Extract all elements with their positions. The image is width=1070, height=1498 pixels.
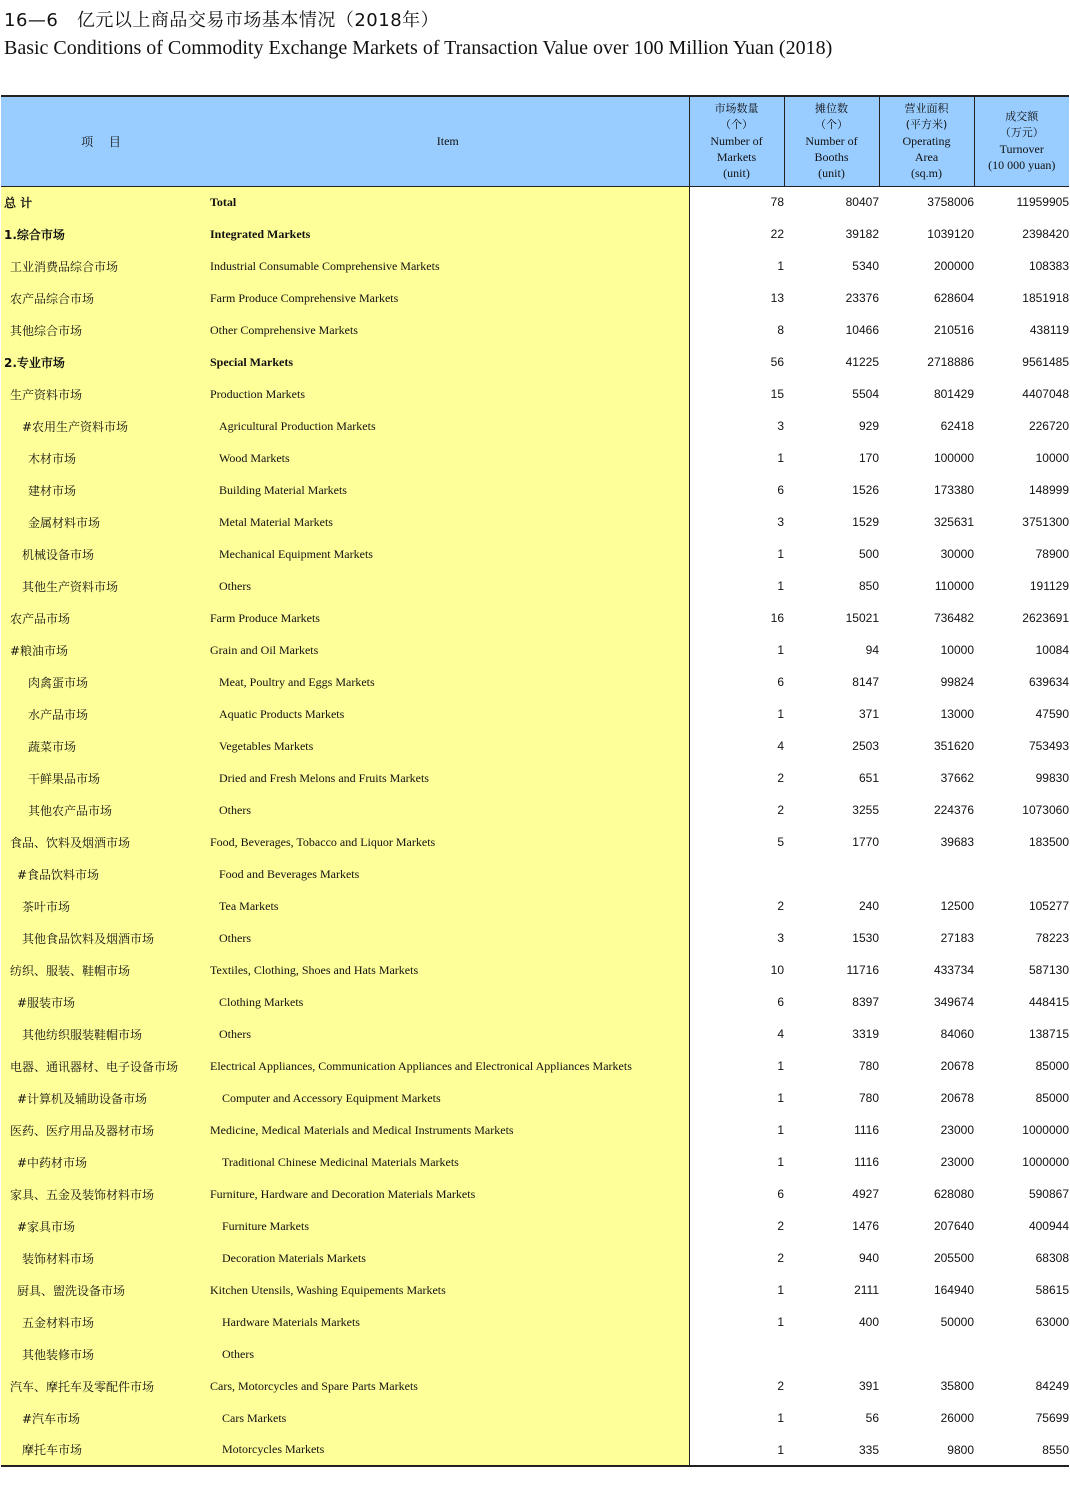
row-label-en: Food and Beverages Markets <box>207 858 689 890</box>
cell-turnover: 84249 <box>1035 1379 1069 1393</box>
row-label-en: Electrical Appliances, Communication Appliances and Electronical Appliances Markets <box>207 1050 689 1082</box>
row-label-en: Cars, Motorcycles and Spare Parts Markets <box>207 1370 689 1402</box>
page-title-cn: 16—6 亿元以上商品交易市场基本情况（2018年） <box>4 10 440 31</box>
cell-markets: 1 <box>777 1411 784 1425</box>
cell-markets: 1 <box>777 259 784 273</box>
cell-turnover: 1000000 <box>1022 1155 1069 1169</box>
cell-turnover: 108383 <box>1028 259 1069 273</box>
table-row <box>1 1370 1069 1402</box>
cell-area <box>879 858 974 890</box>
row-label-cn: #汽车市场 <box>1 1402 207 1434</box>
row-label-cn: 纺织、服装、鞋帽市场 <box>1 954 207 986</box>
table-row <box>1 986 1069 1018</box>
table-row <box>1 762 1069 794</box>
row-label-en: Metal Material Markets <box>207 506 689 538</box>
cell-markets: 4 <box>777 739 784 753</box>
table-header <box>1 96 1069 186</box>
cell-markets: 1 <box>777 1283 784 1297</box>
table-row <box>1 186 1069 218</box>
cell-turnover: 63000 <box>1035 1315 1069 1329</box>
row-label-cn: #计算机及辅助设备市场 <box>1 1082 207 1114</box>
table-body <box>1 186 1069 1466</box>
cell-markets: 6 <box>777 1187 784 1201</box>
row-label-en: Medicine, Medical Materials and Medical Instruments Markets <box>207 1114 689 1146</box>
cell-area: 224376 <box>933 803 974 817</box>
row-label-cn: #中药材市场 <box>1 1146 207 1178</box>
table-row <box>1 698 1069 730</box>
row-label-cn: 电器、通讯器材、电子设备市场 <box>1 1050 207 1082</box>
table-row <box>1 538 1069 570</box>
row-label-en: Computer and Accessory Equipment Markets <box>207 1082 689 1114</box>
cell-booths: 651 <box>858 771 879 785</box>
row-label-cn: 医药、医疗用品及器材市场 <box>1 1114 207 1146</box>
row-label-cn: 厨具、盥洗设备市场 <box>1 1274 207 1306</box>
cell-booths: 240 <box>858 899 879 913</box>
cell-area: 205500 <box>933 1251 974 1265</box>
cell-booths: 39182 <box>845 227 879 241</box>
cell-booths: 335 <box>784 1434 879 1466</box>
cell-turnover: 99830 <box>1035 771 1069 785</box>
row-label-en: Textiles, Clothing, Shoes and Hats Markets <box>207 954 689 986</box>
cell-area: 84060 <box>940 1027 974 1041</box>
cell-booths: 940 <box>858 1251 879 1265</box>
cell-area: 173380 <box>933 483 974 497</box>
row-label-en: Industrial Consumable Comprehensive Markets <box>207 250 689 282</box>
cell-booths: 500 <box>858 547 879 561</box>
table-row <box>1 730 1069 762</box>
cell-turnover: 11959905 <box>1016 195 1069 210</box>
cell-booths: 2111 <box>854 1283 879 1297</box>
cell-markets <box>689 858 784 890</box>
row-label-cn: 1.综合市场 <box>1 218 207 250</box>
cell-turnover: 183500 <box>1028 835 1069 849</box>
cell-booths: 850 <box>858 579 879 593</box>
cell-turnover: 438119 <box>1029 323 1069 337</box>
row-label-cn: #粮油市场 <box>1 634 207 666</box>
cell-booths: 371 <box>858 707 879 721</box>
cell-markets: 10 <box>770 963 784 977</box>
row-label-cn: 其他生产资料市场 <box>1 570 207 602</box>
cell-turnover: 10084 <box>1035 643 1069 657</box>
table-row <box>1 282 1069 314</box>
table-row <box>1 506 1069 538</box>
cell-turnover: 448415 <box>1028 995 1069 1009</box>
cell-area: 325631 <box>933 515 974 529</box>
table-row <box>1 1082 1069 1114</box>
row-label-cn: 五金材料市场 <box>1 1306 207 1338</box>
row-label-cn: 农产品市场 <box>1 602 207 634</box>
cell-markets: 1 <box>777 547 784 561</box>
cell-area: 110000 <box>934 579 974 593</box>
cell-area: 26000 <box>940 1411 974 1425</box>
cell-booths: 780 <box>858 1059 879 1073</box>
cell-area: 200000 <box>933 259 974 273</box>
table-row <box>1 314 1069 346</box>
row-label-en: Decoration Materials Markets <box>207 1242 689 1274</box>
cell-markets: 1 <box>777 707 784 721</box>
cell-markets: 2 <box>777 1251 784 1265</box>
table-row <box>1 954 1069 986</box>
table-row <box>1 1274 1069 1306</box>
cell-turnover: 191129 <box>1029 579 1069 593</box>
cell-booths: 170 <box>858 451 879 465</box>
row-label-cn: #食品饮料市场 <box>1 858 207 890</box>
cell-markets: 56 <box>770 355 784 369</box>
cell-turnover: 1851918 <box>1022 291 1069 305</box>
table-row <box>1 794 1069 826</box>
row-label-en: Food, Beverages, Tobacco and Liquor Markets <box>207 826 689 858</box>
table-row <box>1 666 1069 698</box>
cell-area: 37662 <box>940 771 974 785</box>
cell-turnover: 78223 <box>1035 931 1069 945</box>
row-label-cn: 其他食品饮料及烟酒市场 <box>1 922 207 954</box>
cell-turnover: 148999 <box>1028 483 1069 497</box>
cell-markets: 1 <box>777 1155 784 1169</box>
cell-markets: 13 <box>770 291 784 305</box>
cell-booths: 80407 <box>845 195 879 210</box>
cell-area: 35800 <box>940 1379 974 1393</box>
cell-turnover: 9561485 <box>1022 355 1069 369</box>
cell-turnover: 85000 <box>1035 1059 1069 1073</box>
cell-booths: 41225 <box>845 355 879 369</box>
cell-area: 30000 <box>940 547 974 561</box>
row-label-cn: 其他纺织服装鞋帽市场 <box>1 1018 207 1050</box>
header-item-cn: 项 目 <box>1 96 207 186</box>
row-label-cn: 总 计 <box>1 186 207 218</box>
table-row <box>1 1050 1069 1082</box>
cell-area: 164940 <box>933 1283 974 1297</box>
row-label-cn: #农用生产资料市场 <box>1 410 207 442</box>
cell-turnover: 400944 <box>1028 1219 1069 1233</box>
cell-turnover: 47590 <box>1035 707 1069 721</box>
cell-area: 12500 <box>940 899 974 913</box>
row-label-cn: 建材市场 <box>1 474 207 506</box>
row-label-cn: 水产品市场 <box>1 698 207 730</box>
row-label-en: Hardware Materials Markets <box>207 1306 689 1338</box>
row-label-en: Aquatic Products Markets <box>207 698 689 730</box>
header-markets: 市场数量 （个） Number of Markets (unit) <box>689 96 784 186</box>
row-label-en: Clothing Markets <box>207 986 689 1018</box>
cell-markets: 1 <box>777 1059 784 1073</box>
cell-booths: 1116 <box>854 1123 879 1137</box>
cell-booths: 8147 <box>852 675 879 689</box>
table-row <box>1 602 1069 634</box>
cell-turnover: 138715 <box>1028 1027 1069 1041</box>
cell-markets: 1 <box>777 1123 784 1137</box>
cell-booths: 3255 <box>852 803 879 817</box>
cell-booths: 1529 <box>852 515 879 529</box>
row-label-en: Motorcycles Markets <box>207 1434 689 1466</box>
row-label-en: Others <box>207 1018 689 1050</box>
cell-markets: 2 <box>777 1379 784 1393</box>
cell-markets: 1 <box>689 1434 784 1466</box>
cell-booths: 1526 <box>852 483 879 497</box>
row-label-cn: 生产资料市场 <box>1 378 207 410</box>
cell-area: 99824 <box>940 675 974 689</box>
cell-turnover: 753493 <box>1028 739 1069 753</box>
row-label-en: Cars Markets <box>207 1402 689 1434</box>
row-label-en: Others <box>207 570 689 602</box>
cell-booths: 3319 <box>852 1027 879 1041</box>
row-label-en: Others <box>207 794 689 826</box>
row-label-en: Others <box>207 922 689 954</box>
row-label-en: Other Comprehensive Markets <box>207 314 689 346</box>
row-label-en: Farm Produce Markets <box>207 602 689 634</box>
cell-booths: 929 <box>858 419 879 433</box>
row-label-cn: 其他农产品市场 <box>1 794 207 826</box>
cell-markets: 22 <box>770 227 784 241</box>
cell-turnover: 3751300 <box>1022 515 1069 529</box>
table-row <box>1 634 1069 666</box>
cell-turnover: 2623691 <box>1022 611 1069 625</box>
row-label-en: Farm Produce Comprehensive Markets <box>207 282 689 314</box>
cell-markets: 5 <box>777 835 784 849</box>
cell-area: 100000 <box>933 451 974 465</box>
cell-markets: 78 <box>770 195 784 210</box>
cell-markets: 2 <box>777 771 784 785</box>
row-label-en: Kitchen Utensils, Washing Equipements Markets <box>207 1274 689 1306</box>
row-label-en: Furniture Markets <box>207 1210 689 1242</box>
cell-turnover: 1000000 <box>1022 1123 1069 1137</box>
cell-booths: 1530 <box>852 931 879 945</box>
cell-area: 20678 <box>940 1059 974 1073</box>
cell-booths: 15021 <box>845 611 879 625</box>
row-label-en: Agricultural Production Markets <box>207 410 689 442</box>
cell-area: 1039120 <box>927 227 974 241</box>
row-label-en: Traditional Chinese Medicinal Materials Markets <box>207 1146 689 1178</box>
header-item-en: Item <box>207 96 689 186</box>
cell-area: 210516 <box>933 323 974 337</box>
cell-booths <box>784 858 879 890</box>
cell-area: 50000 <box>940 1315 974 1329</box>
row-label-en: Vegetables Markets <box>207 730 689 762</box>
cell-markets: 1 <box>777 1315 784 1329</box>
table-row <box>1 858 1069 890</box>
row-label-en: Integrated Markets <box>207 218 689 250</box>
cell-turnover: 226720 <box>1028 419 1069 433</box>
cell-turnover: 8550 <box>974 1434 1069 1466</box>
cell-turnover: 75699 <box>1035 1411 1069 1425</box>
cell-turnover: 590867 <box>1028 1187 1069 1201</box>
cell-markets: 3 <box>777 931 784 945</box>
row-label-en: Building Material Markets <box>207 474 689 506</box>
cell-markets: 1 <box>777 451 784 465</box>
row-label-cn: 食品、饮料及烟酒市场 <box>1 826 207 858</box>
row-label-cn: 木材市场 <box>1 442 207 474</box>
row-label-cn: 工业消费品综合市场 <box>1 250 207 282</box>
cell-booths: 391 <box>858 1379 879 1393</box>
cell-turnover: 2398420 <box>1022 227 1069 241</box>
row-label-cn: #家具市场 <box>1 1210 207 1242</box>
cell-area: 3758006 <box>927 195 974 210</box>
table-row <box>1 890 1069 922</box>
row-label-cn: 2.专业市场 <box>1 346 207 378</box>
row-label-en: Grain and Oil Markets <box>207 634 689 666</box>
table-row <box>1 346 1069 378</box>
cell-booths: 1116 <box>854 1155 879 1169</box>
cell-turnover: 68308 <box>1035 1251 1069 1265</box>
row-label-en: Dried and Fresh Melons and Fruits Markets <box>207 762 689 794</box>
cell-booths: 11716 <box>846 963 879 977</box>
cell-booths: 5340 <box>852 259 879 273</box>
cell-booths <box>784 1338 879 1370</box>
cell-markets: 4 <box>777 1027 784 1041</box>
cell-booths: 10466 <box>845 323 879 337</box>
row-label-en: Meat, Poultry and Eggs Markets <box>207 666 689 698</box>
row-label-en: Tea Markets <box>207 890 689 922</box>
table-row <box>1 218 1069 250</box>
row-label-cn: 装饰材料市场 <box>1 1242 207 1274</box>
table-row <box>1 442 1069 474</box>
row-label-en: Production Markets <box>207 378 689 410</box>
row-label-cn: 摩托车市场 <box>1 1434 207 1466</box>
cell-area: 736482 <box>933 611 974 625</box>
table-row <box>1 922 1069 954</box>
cell-area: 62418 <box>940 419 974 433</box>
cell-area: 207640 <box>933 1219 974 1233</box>
cell-booths: 1476 <box>852 1219 879 1233</box>
row-label-cn: 金属材料市场 <box>1 506 207 538</box>
table-row <box>1 410 1069 442</box>
row-label-cn: 家具、五金及装饰材料市场 <box>1 1178 207 1210</box>
row-label-en: Furniture, Hardware and Decoration Materials Markets <box>207 1178 689 1210</box>
row-label-en: Mechanical Equipment Markets <box>207 538 689 570</box>
table-row <box>1 826 1069 858</box>
cell-markets: 15 <box>770 387 784 401</box>
cell-turnover <box>974 858 1069 890</box>
cell-markets: 6 <box>777 995 784 1009</box>
cell-area: 39683 <box>940 835 974 849</box>
cell-turnover: 10000 <box>1035 451 1069 465</box>
cell-area: 2718886 <box>927 355 974 369</box>
header-booths: 摊位数 （个） Number of Booths (unit) <box>784 96 879 186</box>
row-label-cn: 肉禽蛋市场 <box>1 666 207 698</box>
cell-markets: 2 <box>777 803 784 817</box>
cell-booths: 780 <box>858 1091 879 1105</box>
cell-turnover: 78900 <box>1035 547 1069 561</box>
row-label-cn: 茶叶市场 <box>1 890 207 922</box>
cell-markets: 6 <box>777 483 784 497</box>
table-row <box>1 250 1069 282</box>
cell-area: 801429 <box>933 387 974 401</box>
table-row <box>1 1178 1069 1210</box>
table-row <box>1 1114 1069 1146</box>
cell-markets <box>689 1338 784 1370</box>
row-label-cn: 蔬菜市场 <box>1 730 207 762</box>
cell-markets: 16 <box>770 611 784 625</box>
cell-booths: 1770 <box>852 835 879 849</box>
table-row <box>1 570 1069 602</box>
cell-area: 433734 <box>933 963 974 977</box>
cell-area: 20678 <box>940 1091 974 1105</box>
cell-area: 628604 <box>933 291 974 305</box>
cell-area: 9800 <box>879 1434 974 1466</box>
cell-booths: 23376 <box>845 291 879 305</box>
table-row <box>1 1402 1069 1434</box>
markets-table <box>1 95 1069 1467</box>
row-label-en: Total <box>207 186 689 218</box>
cell-area: 349674 <box>933 995 974 1009</box>
cell-markets: 3 <box>777 419 784 433</box>
cell-area: 628080 <box>933 1187 974 1201</box>
row-label-cn: 汽车、摩托车及零配件市场 <box>1 1370 207 1402</box>
cell-booths: 56 <box>865 1411 879 1425</box>
table-row <box>1 1210 1069 1242</box>
cell-turnover: 58615 <box>1035 1283 1069 1297</box>
header-area: 营业面积 (平方米) Operating Area (sq.m) <box>879 96 974 186</box>
table-row <box>1 1434 1069 1466</box>
row-label-cn: 其他综合市场 <box>1 314 207 346</box>
cell-turnover <box>974 1338 1069 1370</box>
header-turnover: 成交额 （万元） Turnover (10 000 yuan) <box>974 96 1069 186</box>
cell-booths: 2503 <box>852 739 879 753</box>
table-row <box>1 1146 1069 1178</box>
cell-markets: 6 <box>777 675 784 689</box>
row-label-cn: #服装市场 <box>1 986 207 1018</box>
table-row <box>1 1242 1069 1274</box>
cell-area: 351620 <box>933 739 974 753</box>
cell-markets: 1 <box>777 643 784 657</box>
cell-booths: 94 <box>865 643 879 657</box>
row-label-cn: 农产品综合市场 <box>1 282 207 314</box>
cell-turnover: 85000 <box>1035 1091 1069 1105</box>
cell-area: 13000 <box>940 707 974 721</box>
cell-markets: 2 <box>777 1219 784 1233</box>
cell-booths: 400 <box>858 1315 879 1329</box>
cell-markets: 1 <box>777 1091 784 1105</box>
row-label-cn: 干鲜果品市场 <box>1 762 207 794</box>
cell-markets: 3 <box>777 515 784 529</box>
cell-turnover: 105277 <box>1028 899 1069 913</box>
table-row <box>1 474 1069 506</box>
row-label-en: Wood Markets <box>207 442 689 474</box>
table-row <box>1 1018 1069 1050</box>
row-label-en: Others <box>207 1338 689 1370</box>
cell-booths: 4927 <box>852 1187 879 1201</box>
page-title-en: Basic Conditions of Commodity Exchange Markets of Transaction Value over 100 Million Yuan (2018) <box>4 37 833 59</box>
cell-turnover: 1073060 <box>1022 803 1069 817</box>
table-row <box>1 1306 1069 1338</box>
table-row <box>1 1338 1069 1370</box>
row-label-cn: 机械设备市场 <box>1 538 207 570</box>
cell-markets: 8 <box>777 323 784 337</box>
cell-area: 23000 <box>940 1123 974 1137</box>
cell-markets: 1 <box>777 579 784 593</box>
row-label-cn: 其他装修市场 <box>1 1338 207 1370</box>
table-row <box>1 378 1069 410</box>
cell-booths: 8397 <box>852 995 879 1009</box>
cell-area: 10000 <box>940 643 974 657</box>
cell-markets: 2 <box>777 899 784 913</box>
cell-area: 27183 <box>940 931 974 945</box>
cell-area <box>879 1338 974 1370</box>
row-label-en: Special Markets <box>207 346 689 378</box>
cell-turnover: 587130 <box>1028 963 1069 977</box>
cell-turnover: 4407048 <box>1022 387 1069 401</box>
cell-booths: 5504 <box>852 387 879 401</box>
cell-area: 23000 <box>940 1155 974 1169</box>
cell-turnover: 639634 <box>1028 675 1069 689</box>
